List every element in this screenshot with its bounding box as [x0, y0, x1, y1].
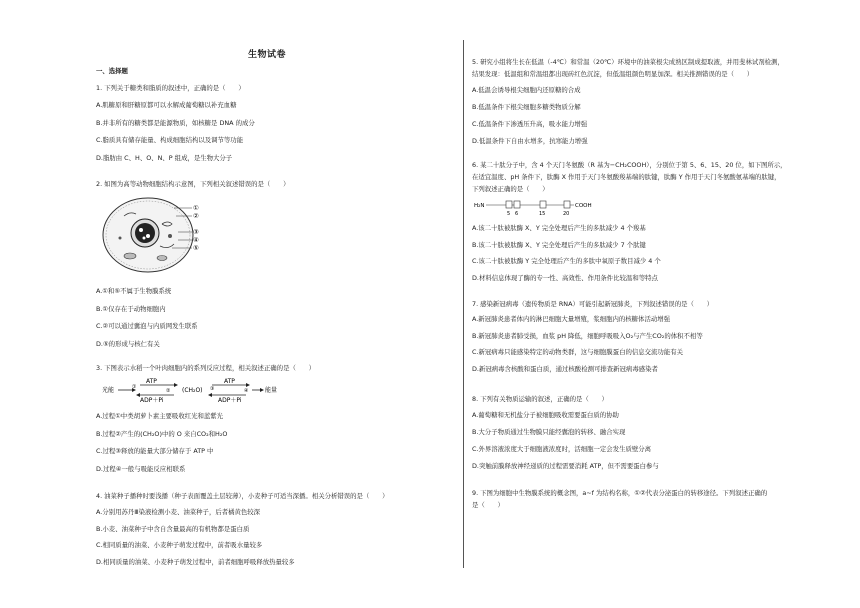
question-9: [472, 489, 767, 510]
question-stem-line-2: 在适宜温度、pH 条件下，肽酶 X 作用于天门冬氨酸羧基端的肽键，肽酶 Y 作用于天门冬氨酸氨基端的肽键，: [472, 173, 781, 181]
option-c: C.相同质量的油菜、小麦种子萌发过程中，前者吸水量较多: [96, 541, 263, 549]
question-stem: 1. 下列关于糖类和脂质的叙述中，正确的是（ ）: [96, 84, 245, 92]
step-4-label: ④: [244, 388, 249, 394]
position-20: 20: [563, 211, 570, 217]
option-c: C.脂质具有储存能量、构成细胞结构以及调节等功能: [96, 136, 244, 144]
option-c: C.该二十肽被肽酶 Y 完全处理后产生的多肽中氧原子数目减少 4 个: [472, 257, 661, 265]
atp-right: ATP: [224, 378, 235, 385]
question-stem: 4. 油菜种子播种时要浅播（种子表面覆盖土层较薄），小麦种子可适当深播。相关分析错误的是（ ）: [96, 492, 389, 500]
question-6-options: [472, 224, 661, 283]
option-d: D.相同质量的油菜、小麦种子萌发过程中，前者细胞呼吸释放热量较多: [96, 557, 295, 566]
ch2o-label: (CH₂O): [182, 387, 203, 394]
column-divider: [463, 40, 464, 568]
question-2-options: [96, 287, 198, 349]
reaction-diagram: [102, 374, 282, 406]
label-5: ⑤: [193, 244, 199, 252]
page-title: 生物试卷: [248, 50, 287, 60]
n-terminus: H₂N: [474, 203, 485, 209]
question-stem-line-1: 9. 下图为细胞中生物膜系统的概念图，a~f 为结构名称，①②代表分泌蛋白的转移途径。下列叙述正确的: [472, 489, 768, 497]
option-d: D.新冠病毒含核酸和蛋白质，通过核酸检测可排查新冠病毒感染者: [472, 364, 658, 373]
question-stem: 2. 如图为高等动物细胞结构示意图，下列相关叙述错误的是（ ）: [96, 180, 290, 188]
option-d: D.⑤的形成与核仁有关: [96, 339, 160, 348]
question-5: [472, 58, 784, 146]
adp-left: ADP＋Pi: [140, 397, 164, 404]
question-stem-line-2: 结果发现：低温组和常温组都出现砖红色沉淀，但低温组颜色明显加深。相关推测错误的是（ ）: [472, 70, 754, 78]
position-15: 15: [539, 211, 546, 217]
question-stem-line-2: 是（ ）: [472, 501, 504, 509]
option-b: B.小麦、油菜种子中含自含量最高的有机物都是蛋白质: [96, 524, 250, 533]
option-b: B.过程②产生的(CH₂O)中的 O 来自CO₂和H₂O: [96, 429, 228, 438]
question-3-options: [96, 412, 227, 474]
option-a: A.新冠肺炎患者体内的淋巴细胞大量增殖，浆细胞内的核糖体活动增强: [472, 315, 671, 323]
question-8: [472, 395, 659, 471]
question-stem: 8. 下列有关物质运输的叙述，正确的是（ ）: [472, 395, 608, 403]
option-a: A.低温会诱导根尖细胞内还原糖的合成: [472, 86, 581, 94]
option-c: C.新冠病毒只能感染特定的动物类群，这与细胞膜蛋白的信息交流功能有关: [472, 348, 683, 356]
step-2-label: ②: [166, 388, 171, 394]
position-6: 6: [515, 211, 519, 217]
option-c: C.低温条件下渗透压升高，吸水能力增强: [472, 120, 588, 128]
adp-right: ADP＋Pi: [218, 397, 242, 404]
question-stem-line-3: 下列叙述正确的是（ ）: [472, 185, 549, 193]
question-stem-line-1: 6. 某二十肽分子中，含 4 个天门冬氨酸（R 基为−CH₂COOH），分别位于第 5、6、15、20 位，如下图所示，: [472, 161, 787, 169]
option-b: B.大分子物质通过生物膜只能经囊泡的转移、融合实现: [472, 428, 626, 436]
animal-cell-diagram: [100, 194, 212, 276]
question-4: [96, 492, 389, 567]
question-stem-line-1: 5. 研究小组将生长在低温（-4℃）和常温（20℃）环境中的油菜根尖成熟区制成提取液，并用斐林试剂检测，: [472, 58, 784, 66]
peptide-chain-diagram: [474, 198, 604, 218]
option-a: A.过程①中类胡萝卜素主要吸收红光和蓝紫光: [96, 412, 224, 420]
option-c: C.过程③释放的能量大部分储存于 ATP 中: [96, 447, 214, 455]
question-stem: 3. 下图表示水稻一个叶肉细胞内的系列反应过程，相关叙述正确的是（ ）: [96, 364, 316, 372]
option-d: D.低温条件下自由水增多，抗寒能力增强: [472, 137, 588, 145]
option-d: D.过程④一般与吸能反应相联系: [96, 464, 186, 473]
option-b: B.并非所有的糖类都是能源物质，如核糖是 DNA 的成分: [96, 118, 255, 127]
c-terminus: COOH: [575, 203, 592, 209]
question-2: [96, 180, 289, 189]
label-4: ④: [193, 236, 199, 244]
question-6: [472, 161, 787, 194]
option-c: C.②可以通过囊泡与内质网发生联系: [96, 322, 198, 330]
energy-label: 能量: [265, 387, 278, 394]
option-a: A.分别用苏丹Ⅲ染液检测小麦、油菜种子，后者橘黄色较深: [96, 508, 261, 516]
option-c: C.外界溶液浓度大于细胞液浓度时，活细胞一定会发生质壁分离: [472, 445, 652, 453]
option-a: A.该二十肽被肽酶 X、Y 完全处理后产生的多肽减少 4 个羧基: [472, 224, 646, 232]
option-b: B.①仅存在于动物细胞内: [96, 304, 166, 313]
position-5: 5: [507, 211, 511, 217]
question-3: [96, 364, 315, 373]
option-a: A.肌糖原和肝糖原都可以水解成葡萄糖以补充血糖: [96, 101, 237, 109]
light-energy-label: 光能: [102, 387, 115, 394]
atp-left: ATP: [146, 378, 157, 385]
section-heading: 一、选择题: [96, 67, 128, 75]
option-b: B.新冠肺炎患者肺受损，血浆 pH 降低，细胞呼吸吸入O₂与产生CO₂的体积不相等: [472, 331, 703, 340]
label-1: ①: [193, 204, 199, 212]
option-d: D.材料信息体现了酶的专一性、高效性、作用条件比较温和等特点: [472, 273, 658, 282]
option-a: A.葡萄糖和无机盐分子被细胞吸收需要蛋白质的协助: [472, 411, 619, 419]
option-d: D.突触前膜释放神经递质的过程需要消耗 ATP，但不需要蛋白参与: [472, 462, 659, 470]
step-1-label: ①: [132, 384, 137, 390]
step-3-label: ③: [210, 386, 215, 392]
label-2: ②: [193, 212, 199, 220]
question-stem: 7. 感染新冠病毒（遗传物质是 RNA）可能引起新冠肺炎，下列叙述错误的是（ ）: [472, 300, 714, 308]
label-3: ③: [193, 228, 199, 236]
question-1: [96, 84, 255, 163]
question-7: [472, 300, 713, 374]
option-b: B.该二十肽被肽酶 X、Y 完全处理后产生的多肽减少 7 个肽键: [472, 240, 646, 249]
option-b: B.低温条件下根尖细胞多糖类物质分解: [472, 103, 581, 111]
option-a: A.①和⑤不属于生物膜系统: [96, 287, 172, 295]
option-d: D.脂肪由 C、H、O、N、P 组成，是生物大分子: [96, 153, 233, 162]
